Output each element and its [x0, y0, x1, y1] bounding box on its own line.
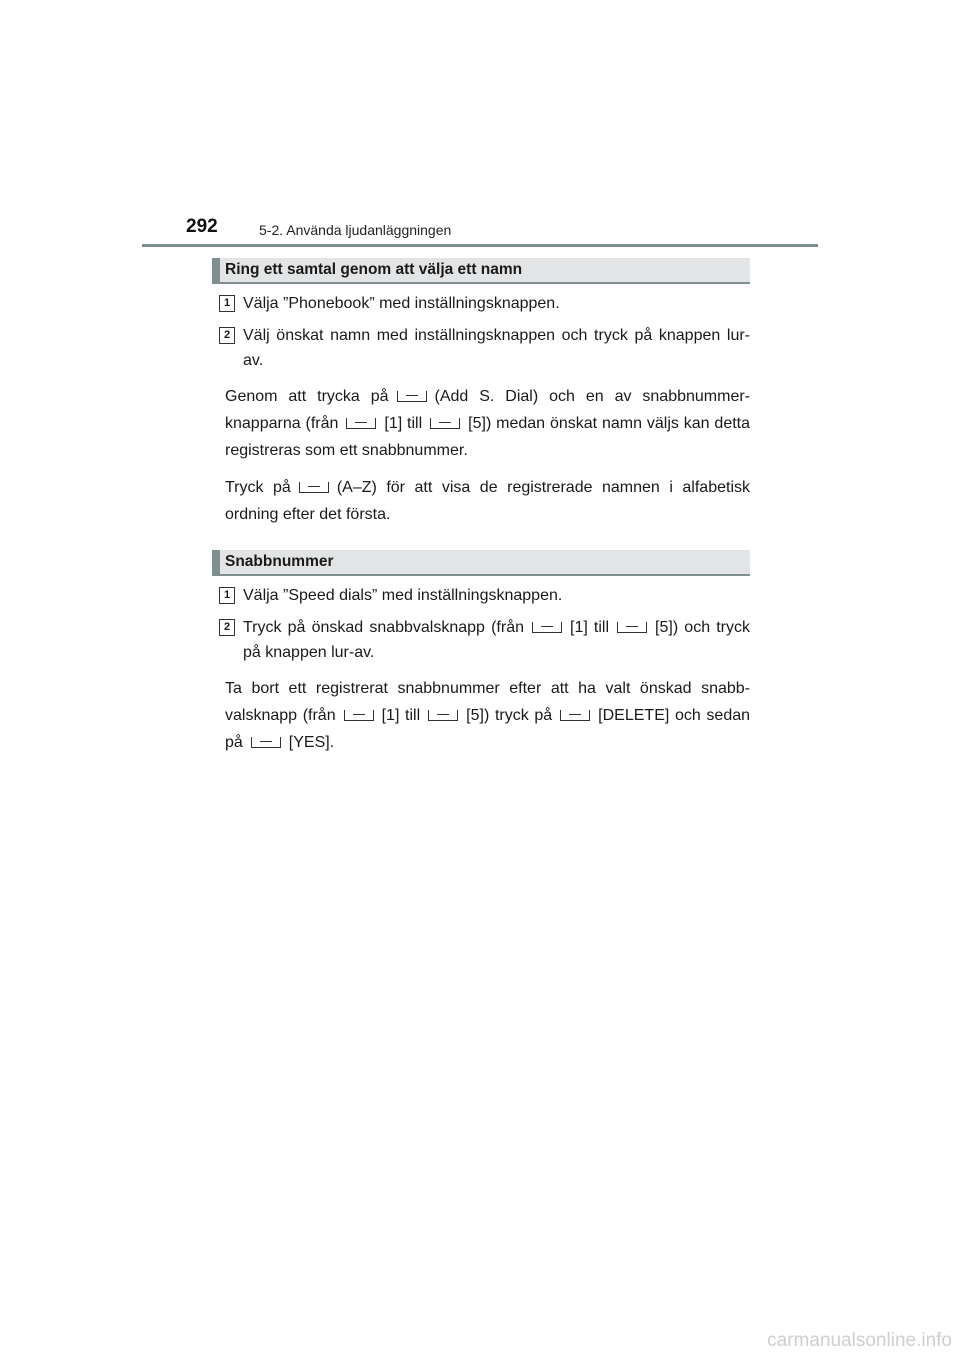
step-text: Tryck på önskad snabbvalsknapp (från	[243, 619, 524, 636]
note-text: [5]) tryck på	[466, 707, 553, 724]
step-item	[212, 583, 750, 608]
step-text: Välja ”Phonebook” med inställningsknappen.	[243, 295, 560, 312]
note-text: Genom att trycka på	[225, 388, 389, 405]
screen-button-icon	[344, 710, 374, 721]
screen-button-icon	[430, 418, 460, 429]
step-text: [1] till	[570, 619, 610, 636]
step-number-badge: 1	[219, 587, 235, 604]
page-number: 292	[186, 216, 218, 237]
section-header-speed-dial	[212, 550, 750, 576]
step-item	[212, 323, 750, 373]
step-number-badge: 2	[219, 327, 235, 344]
note-paragraph	[212, 474, 750, 528]
note-text: [1] till	[381, 707, 421, 724]
header-rule	[142, 244, 818, 247]
step-text: Välja ”Speed dials” med inställningsknappen.	[243, 587, 563, 604]
note-text: [1] till	[384, 415, 423, 432]
screen-button-icon	[299, 482, 329, 493]
footer-watermark: carmanualsonline.info	[767, 1330, 952, 1351]
note-text: Ta bort ett registrerat snabbnummer efter att ha valt önskad snabb-valsknapp (från	[225, 680, 750, 724]
section-title: Snabbnummer	[225, 553, 334, 570]
screen-button-icon	[617, 622, 647, 633]
note-text: (A–Z) för att visa de registrerade namnen i alfabetisk ordning efter det första.	[225, 479, 751, 523]
step-text: [5]) och tryck på knappen lur-av.	[243, 619, 751, 661]
note-text: [5]) medan önskat namn väljs kan detta registreras som ett snabbnummer.	[225, 415, 751, 459]
screen-button-icon	[251, 737, 281, 748]
screen-button-icon	[560, 710, 590, 721]
main-content	[212, 258, 750, 756]
note-text: [DELETE] och sedan på	[225, 707, 751, 751]
note-text: Tryck på	[225, 479, 291, 496]
step-number-badge: 2	[219, 619, 235, 636]
running-head: 5-2. Använda ljudanläggningen	[259, 222, 452, 238]
section-header-call-by-name	[212, 258, 750, 284]
section-title: Ring ett samtal genom att välja ett namn	[225, 261, 523, 278]
note-text: (Add S. Dial) och en av snabbnummer-knapparna (från	[225, 388, 750, 432]
screen-button-icon	[532, 622, 562, 633]
step-number-badge: 1	[219, 295, 235, 312]
screen-button-icon	[428, 710, 458, 721]
step-item	[212, 615, 750, 665]
screen-button-icon	[346, 418, 376, 429]
note-paragraph	[212, 383, 750, 464]
step-item	[212, 291, 750, 316]
screen-button-icon	[397, 391, 427, 402]
note-paragraph	[212, 675, 750, 756]
note-text: [YES].	[288, 734, 335, 751]
step-text: Välj önskat namn med inställningsknappen och tryck på knappen lur-av.	[243, 327, 750, 369]
